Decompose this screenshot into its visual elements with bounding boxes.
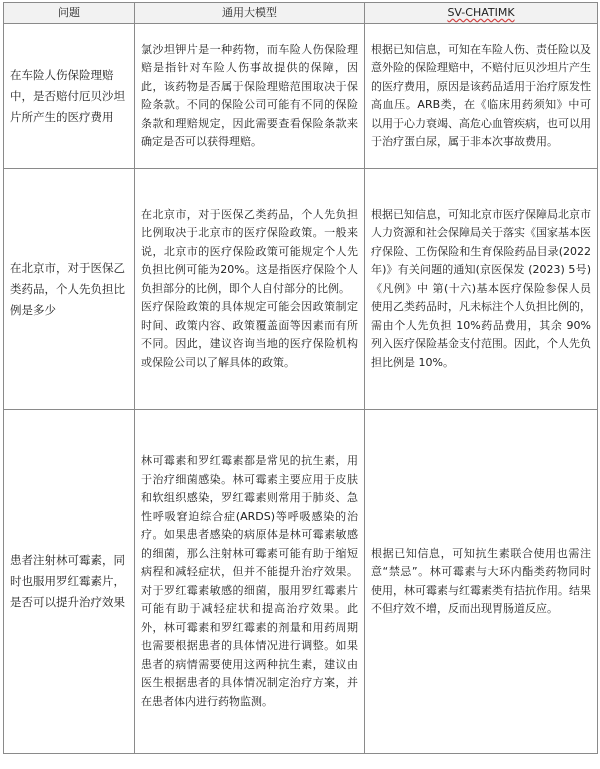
table-row bbox=[4, 410, 598, 754]
sv-answer-cell: 根据已知信息，可知在车险人伤、责任险以及意外险的保险理赔中，不赔付厄贝沙坦片产生的医疗费用，原因是该药品适用于治疗原发性高血压。ARB类，在《临床用药须知》中可以用于心力衰竭、高危心血管疾病，也可以用于治疗蛋白尿，属于非本次事故费用。 bbox=[365, 24, 598, 169]
general-answer-cell bbox=[135, 410, 365, 754]
header-general-model: 通用大模型 bbox=[135, 3, 365, 24]
header-sv-model: SV-CHATIMK bbox=[365, 3, 598, 24]
general-answer-cell bbox=[135, 169, 365, 410]
question-cell: 患者注射林可霉素，同时也服用罗红霉素片，是否可以提升治疗效果 bbox=[4, 410, 135, 754]
table-row bbox=[4, 24, 598, 169]
general-answer-paragraph: 林可霉素和罗红霉素都是常见的抗生素，用于治疗细菌感染。林可霉素主要应用于皮肤和软组织感染，罗红霉素则常用于肺炎、急性呼吸窘迫综合症(ARDS)等呼吸感染的治疗。如果患者感染的病原体是林可霉素敏感的细菌，那么注射林可霉素可能有助于缩短病程和减轻症状，但并不能提升治疗效果。对于罗红霉素敏感的细菌，服用罗红霉素片可能有助于减轻症状和提高治疗效果。此外，林可霉素和罗红霉素的剂量和用药周期也需要根据患者的具体情况进行调整。如果患者的病情需要使用这两种抗生素，建议由医生根据患者的具体情况制定治疗方案，并在患者体内进行药物监测。 bbox=[141, 454, 358, 708]
header-row bbox=[4, 3, 598, 24]
table-row bbox=[4, 169, 598, 410]
question-cell: 在北京市，对于医保乙类药品，个人先负担比例是多少 bbox=[4, 169, 135, 410]
sv-answer-cell: 根据已知信息，可知北京市医疗保障局北京市人力资源和社会保障局关于落实《国家基本医疗保险、工伤保险和生育保险药品目录(2022年)》有关问题的通知(京医保发 (2023) 5号)《凡例》中 第(十六)基本医疗保险参保人员使用乙类药品时，凡未标注个人负担比例的，需由个人先负担 10%药品费用，其余 90%列入医疗保险基金支付范围。因此，个人先负担比例是 10%。 bbox=[365, 169, 598, 410]
general-answer-paragraph: 医疗保险政策的具体规定可能会因政策制定时间、政策内容、政策覆盖面等因素而有所不同。因此，建议咨询当地的医疗保险机构或保险公司以了解具体的政策。 bbox=[141, 300, 358, 369]
question-cell: 在车险人伤保险理赔中，是否赔付厄贝沙坦片所产生的医疗费用 bbox=[4, 24, 135, 169]
sv-answer-cell: 根据已知信息，可知抗生素联合使用也需注意“禁忌”。林可霉素与大环内酯类药物同时使用，林可霉素与红霉素类有拮抗作用。结果不但疗效不增，反而出现胃肠道反应。 bbox=[365, 410, 598, 754]
header-question: 问题 bbox=[4, 3, 135, 24]
comparison-table bbox=[3, 2, 598, 754]
general-answer-paragraph: 氯沙坦钾片是一种药物，而车险人伤保险理赔是指针对车险人伤事故提供的保障，因此，该药物是否属于保险理赔范围取决于保险条款。不同的保险公司可能有不同的保险条款和理赔规定，因此需要查看保险条款来确定是否可以获得理赔。 bbox=[141, 42, 358, 148]
general-answer-cell bbox=[135, 24, 365, 169]
general-answer-paragraph: 在北京市，对于医保乙类药品，个人先负担比例取决于北京市的医疗保险政策。一般来说，北京市的医疗保险政策可能规定个人先负担比例可能为20%。这是指医疗保险个人负担部分的比例，即个人自付部分的比例。 bbox=[141, 207, 358, 295]
